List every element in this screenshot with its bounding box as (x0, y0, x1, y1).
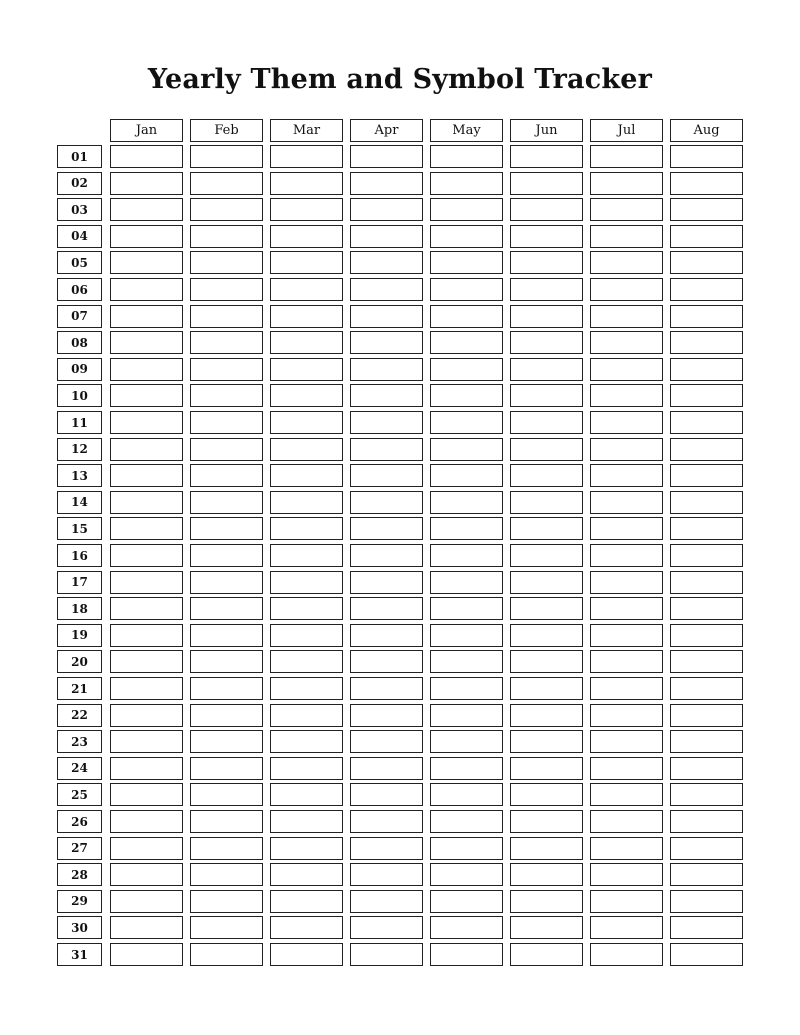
tracker-cell-may-05[interactable] (430, 251, 503, 274)
tracker-cell-aug-14[interactable] (670, 491, 743, 514)
tracker-cell-mar-08[interactable] (270, 331, 343, 354)
tracker-cell-jul-07[interactable] (590, 305, 663, 328)
tracker-cell-aug-12[interactable] (670, 438, 743, 461)
tracker-cell-mar-13[interactable] (270, 464, 343, 487)
month-header-mar: Mar (270, 119, 343, 142)
tracker-cell-may-22[interactable] (430, 704, 503, 727)
tracker-cell-feb-23[interactable] (190, 730, 263, 753)
tracker-cell-aug-06[interactable] (670, 278, 743, 301)
tracker-cell-may-29[interactable] (430, 890, 503, 913)
tracker-cell-mar-28[interactable] (270, 863, 343, 886)
tracker-cell-apr-11[interactable] (350, 411, 423, 434)
tracker-cell-jan-20[interactable] (110, 650, 183, 673)
tracker-cell-jul-18[interactable] (590, 597, 663, 620)
tracker-cell-may-25[interactable] (430, 783, 503, 806)
day-label-15: 15 (57, 517, 102, 540)
tracker-cell-aug-30[interactable] (670, 916, 743, 939)
tracker-cell-aug-28[interactable] (670, 863, 743, 886)
tracker-cell-may-10[interactable] (430, 384, 503, 407)
tracker-cell-jan-16[interactable] (110, 544, 183, 567)
tracker-cell-jul-14[interactable] (590, 491, 663, 514)
tracker-cell-aug-04[interactable] (670, 225, 743, 248)
tracker-cell-feb-15[interactable] (190, 517, 263, 540)
tracker-cell-jul-06[interactable] (590, 278, 663, 301)
tracker-cell-mar-30[interactable] (270, 916, 343, 939)
tracker-cell-jul-23[interactable] (590, 730, 663, 753)
tracker-cell-mar-04[interactable] (270, 225, 343, 248)
tracker-cell-mar-27[interactable] (270, 837, 343, 860)
day-label-09: 09 (57, 358, 102, 381)
tracker-cell-jul-26[interactable] (590, 810, 663, 833)
day-label-16: 16 (57, 544, 102, 567)
day-label-03: 03 (57, 198, 102, 221)
tracker-cell-feb-28[interactable] (190, 863, 263, 886)
month-header-jun: Jun (510, 119, 583, 142)
tracker-cell-may-31[interactable] (430, 943, 503, 966)
page-title: Yearly Them and Symbol Tracker (147, 64, 653, 95)
tracker-cell-apr-31[interactable] (350, 943, 423, 966)
tracker-cell-apr-06[interactable] (350, 278, 423, 301)
tracker-cell-apr-20[interactable] (350, 650, 423, 673)
day-label-18: 18 (57, 597, 102, 620)
tracker-cell-mar-20[interactable] (270, 650, 343, 673)
tracker-cell-mar-26[interactable] (270, 810, 343, 833)
tracker-cell-feb-05[interactable] (190, 251, 263, 274)
tracker-cell-aug-27[interactable] (670, 837, 743, 860)
tracker-cell-feb-30[interactable] (190, 916, 263, 939)
tracker-cell-jan-21[interactable] (110, 677, 183, 700)
tracker-cell-apr-26[interactable] (350, 810, 423, 833)
day-label-25: 25 (57, 783, 102, 806)
tracker-cell-jul-22[interactable] (590, 704, 663, 727)
month-header-apr: Apr (350, 119, 423, 142)
tracker-cell-jan-09[interactable] (110, 358, 183, 381)
tracker-cell-may-28[interactable] (430, 863, 503, 886)
tracker-cell-aug-15[interactable] (670, 517, 743, 540)
tracker-cell-apr-03[interactable] (350, 198, 423, 221)
tracker-cell-feb-10[interactable] (190, 384, 263, 407)
tracker-cell-jun-22[interactable] (510, 704, 583, 727)
tracker-cell-may-20[interactable] (430, 650, 503, 673)
day-label-17: 17 (57, 571, 102, 594)
tracker-cell-apr-18[interactable] (350, 597, 423, 620)
tracker-cell-feb-20[interactable] (190, 650, 263, 673)
tracker-cell-mar-05[interactable] (270, 251, 343, 274)
tracker-cell-aug-17[interactable] (670, 571, 743, 594)
tracker-cell-jun-28[interactable] (510, 863, 583, 886)
tracker-cell-feb-19[interactable] (190, 624, 263, 647)
tracker-cell-jun-29[interactable] (510, 890, 583, 913)
tracker-cell-mar-01[interactable] (270, 145, 343, 168)
day-label-14: 14 (57, 491, 102, 514)
tracker-cell-jan-19[interactable] (110, 624, 183, 647)
day-label-21: 21 (57, 677, 102, 700)
tracker-cell-may-09[interactable] (430, 358, 503, 381)
tracker-cell-may-26[interactable] (430, 810, 503, 833)
day-label-05: 05 (57, 251, 102, 274)
tracker-cell-jan-03[interactable] (110, 198, 183, 221)
tracker-cell-aug-08[interactable] (670, 331, 743, 354)
tracker-cell-mar-22[interactable] (270, 704, 343, 727)
tracker-cell-jan-01[interactable] (110, 145, 183, 168)
tracker-cell-may-02[interactable] (430, 172, 503, 195)
tracker-cell-apr-27[interactable] (350, 837, 423, 860)
tracker-cell-feb-22[interactable] (190, 704, 263, 727)
tracker-cell-may-13[interactable] (430, 464, 503, 487)
month-header-aug: Aug (670, 119, 743, 142)
tracker-cell-apr-08[interactable] (350, 331, 423, 354)
tracker-cell-jul-01[interactable] (590, 145, 663, 168)
tracker-cell-aug-10[interactable] (670, 384, 743, 407)
tracker-cell-aug-21[interactable] (670, 677, 743, 700)
tracker-cell-jan-02[interactable] (110, 172, 183, 195)
tracker-cell-jul-10[interactable] (590, 384, 663, 407)
tracker-cell-feb-13[interactable] (190, 464, 263, 487)
tracker-cell-feb-31[interactable] (190, 943, 263, 966)
tracker-cell-jan-14[interactable] (110, 491, 183, 514)
tracker-cell-jun-09[interactable] (510, 358, 583, 381)
tracker-cell-may-14[interactable] (430, 491, 503, 514)
tracker-cell-may-24[interactable] (430, 757, 503, 780)
tracker-cell-jun-18[interactable] (510, 597, 583, 620)
tracker-cell-apr-02[interactable] (350, 172, 423, 195)
tracker-cell-jun-24[interactable] (510, 757, 583, 780)
tracker-cell-jul-16[interactable] (590, 544, 663, 567)
tracker-cell-feb-26[interactable] (190, 810, 263, 833)
tracker-cell-jul-15[interactable] (590, 517, 663, 540)
tracker-cell-apr-23[interactable] (350, 730, 423, 753)
tracker-cell-may-27[interactable] (430, 837, 503, 860)
tracker-cell-feb-18[interactable] (190, 597, 263, 620)
tracker-cell-apr-17[interactable] (350, 571, 423, 594)
tracker-cell-mar-25[interactable] (270, 783, 343, 806)
tracker-cell-mar-15[interactable] (270, 517, 343, 540)
tracker-cell-jun-20[interactable] (510, 650, 583, 673)
tracker-cell-feb-14[interactable] (190, 491, 263, 514)
day-label-26: 26 (57, 810, 102, 833)
tracker-cell-jul-25[interactable] (590, 783, 663, 806)
tracker-cell-aug-22[interactable] (670, 704, 743, 727)
tracker-cell-jan-27[interactable] (110, 837, 183, 860)
tracker-cell-feb-08[interactable] (190, 331, 263, 354)
tracker-cell-jan-12[interactable] (110, 438, 183, 461)
tracker-cell-jul-12[interactable] (590, 438, 663, 461)
tracker-cell-aug-23[interactable] (670, 730, 743, 753)
tracker-cell-may-04[interactable] (430, 225, 503, 248)
tracker-cell-jan-15[interactable] (110, 517, 183, 540)
tracker-cell-jul-21[interactable] (590, 677, 663, 700)
tracker-cell-apr-22[interactable] (350, 704, 423, 727)
day-label-27: 27 (57, 837, 102, 860)
tracker-cell-feb-12[interactable] (190, 438, 263, 461)
tracker-cell-may-15[interactable] (430, 517, 503, 540)
month-header-jul: Jul (590, 119, 663, 142)
tracker-cell-aug-16[interactable] (670, 544, 743, 567)
tracker-cell-may-12[interactable] (430, 438, 503, 461)
tracker-cell-jan-31[interactable] (110, 943, 183, 966)
tracker-cell-apr-30[interactable] (350, 916, 423, 939)
tracker-cell-jun-14[interactable] (510, 491, 583, 514)
tracker-cell-jun-27[interactable] (510, 837, 583, 860)
tracker-cell-jan-13[interactable] (110, 464, 183, 487)
tracker-cell-may-19[interactable] (430, 624, 503, 647)
tracker-cell-jul-19[interactable] (590, 624, 663, 647)
tracker-cell-apr-28[interactable] (350, 863, 423, 886)
tracker-cell-aug-25[interactable] (670, 783, 743, 806)
tracker-cell-aug-05[interactable] (670, 251, 743, 274)
tracker-cell-jun-13[interactable] (510, 464, 583, 487)
tracker-cell-jul-28[interactable] (590, 863, 663, 886)
tracker-cell-mar-21[interactable] (270, 677, 343, 700)
tracker-cell-apr-12[interactable] (350, 438, 423, 461)
tracker-cell-mar-09[interactable] (270, 358, 343, 381)
tracker-cell-mar-31[interactable] (270, 943, 343, 966)
tracker-cell-aug-01[interactable] (670, 145, 743, 168)
tracker-cell-jun-12[interactable] (510, 438, 583, 461)
tracker-cell-jun-11[interactable] (510, 411, 583, 434)
tracker-cell-feb-07[interactable] (190, 305, 263, 328)
tracker-cell-mar-14[interactable] (270, 491, 343, 514)
tracker-cell-mar-18[interactable] (270, 597, 343, 620)
day-label-13: 13 (57, 464, 102, 487)
day-label-29: 29 (57, 890, 102, 913)
tracker-cell-jul-29[interactable] (590, 890, 663, 913)
tracker-cell-jul-02[interactable] (590, 172, 663, 195)
tracker-cell-jun-02[interactable] (510, 172, 583, 195)
day-label-06: 06 (57, 278, 102, 301)
tracker-cell-jun-21[interactable] (510, 677, 583, 700)
day-label-07: 07 (57, 305, 102, 328)
tracker-cell-jan-07[interactable] (110, 305, 183, 328)
tracker-cell-mar-10[interactable] (270, 384, 343, 407)
month-header-feb: Feb (190, 119, 263, 142)
tracker-cell-jun-08[interactable] (510, 331, 583, 354)
tracker-cell-jul-08[interactable] (590, 331, 663, 354)
tracker-cell-feb-17[interactable] (190, 571, 263, 594)
tracker-cell-apr-29[interactable] (350, 890, 423, 913)
tracker-cell-may-03[interactable] (430, 198, 503, 221)
tracker-cell-feb-02[interactable] (190, 172, 263, 195)
tracker-cell-may-21[interactable] (430, 677, 503, 700)
tracker-cell-jan-23[interactable] (110, 730, 183, 753)
tracker-cell-apr-04[interactable] (350, 225, 423, 248)
tracker-cell-may-18[interactable] (430, 597, 503, 620)
tracker-cell-aug-29[interactable] (670, 890, 743, 913)
tracker-cell-may-01[interactable] (430, 145, 503, 168)
month-header-jan: Jan (110, 119, 183, 142)
tracker-cell-jul-13[interactable] (590, 464, 663, 487)
tracker-cell-mar-12[interactable] (270, 438, 343, 461)
tracker-cell-apr-09[interactable] (350, 358, 423, 381)
tracker-cell-jan-06[interactable] (110, 278, 183, 301)
tracker-cell-apr-15[interactable] (350, 517, 423, 540)
tracker-cell-jan-25[interactable] (110, 783, 183, 806)
tracker-cell-mar-11[interactable] (270, 411, 343, 434)
tracker-cell-aug-07[interactable] (670, 305, 743, 328)
tracker-cell-jul-20[interactable] (590, 650, 663, 673)
tracker-cell-feb-04[interactable] (190, 225, 263, 248)
tracker-cell-jun-07[interactable] (510, 305, 583, 328)
tracker-cell-jul-30[interactable] (590, 916, 663, 939)
tracker-cell-jun-26[interactable] (510, 810, 583, 833)
tracker-cell-mar-03[interactable] (270, 198, 343, 221)
tracker-cell-jul-31[interactable] (590, 943, 663, 966)
tracker-cell-jun-10[interactable] (510, 384, 583, 407)
day-label-31: 31 (57, 943, 102, 966)
tracker-cell-jun-31[interactable] (510, 943, 583, 966)
tracker-cell-feb-06[interactable] (190, 278, 263, 301)
tracker-cell-may-11[interactable] (430, 411, 503, 434)
tracker-cell-aug-18[interactable] (670, 597, 743, 620)
tracker-cell-jan-10[interactable] (110, 384, 183, 407)
tracker-cell-jan-30[interactable] (110, 916, 183, 939)
tracker-cell-jan-05[interactable] (110, 251, 183, 274)
tracker-cell-mar-24[interactable] (270, 757, 343, 780)
tracker-cell-jun-23[interactable] (510, 730, 583, 753)
tracker-cell-jan-22[interactable] (110, 704, 183, 727)
tracker-cell-jan-28[interactable] (110, 863, 183, 886)
tracker-cell-jan-17[interactable] (110, 571, 183, 594)
tracker-cell-mar-07[interactable] (270, 305, 343, 328)
day-label-22: 22 (57, 704, 102, 727)
tracker-cell-aug-09[interactable] (670, 358, 743, 381)
tracker-cell-may-17[interactable] (430, 571, 503, 594)
tracker-cell-jun-16[interactable] (510, 544, 583, 567)
tracker-cell-apr-19[interactable] (350, 624, 423, 647)
tracker-cell-aug-20[interactable] (670, 650, 743, 673)
tracker-cell-jan-11[interactable] (110, 411, 183, 434)
tracker-cell-jan-26[interactable] (110, 810, 183, 833)
tracker-cell-jun-04[interactable] (510, 225, 583, 248)
tracker-cell-apr-16[interactable] (350, 544, 423, 567)
tracker-cell-apr-05[interactable] (350, 251, 423, 274)
tracker-cell-jun-25[interactable] (510, 783, 583, 806)
tracker-cell-mar-29[interactable] (270, 890, 343, 913)
tracker-cell-feb-16[interactable] (190, 544, 263, 567)
tracker-cell-feb-25[interactable] (190, 783, 263, 806)
tracker-cell-apr-21[interactable] (350, 677, 423, 700)
tracker-cell-aug-11[interactable] (670, 411, 743, 434)
tracker-cell-apr-25[interactable] (350, 783, 423, 806)
tracker-cell-feb-03[interactable] (190, 198, 263, 221)
tracker-cell-jun-17[interactable] (510, 571, 583, 594)
tracker-cell-mar-23[interactable] (270, 730, 343, 753)
tracker-cell-jun-15[interactable] (510, 517, 583, 540)
tracker-cell-jul-27[interactable] (590, 837, 663, 860)
tracker-cell-feb-11[interactable] (190, 411, 263, 434)
tracker-cell-feb-21[interactable] (190, 677, 263, 700)
tracker-cell-jun-05[interactable] (510, 251, 583, 274)
day-label-04: 04 (57, 225, 102, 248)
tracker-cell-aug-02[interactable] (670, 172, 743, 195)
tracker-cell-jun-01[interactable] (510, 145, 583, 168)
month-header-may: May (430, 119, 503, 142)
day-label-30: 30 (57, 916, 102, 939)
tracker-cell-jul-05[interactable] (590, 251, 663, 274)
tracker-cell-jul-11[interactable] (590, 411, 663, 434)
tracker-cell-may-08[interactable] (430, 331, 503, 354)
tracker-cell-jan-04[interactable] (110, 225, 183, 248)
tracker-cell-may-23[interactable] (430, 730, 503, 753)
tracker-cell-apr-24[interactable] (350, 757, 423, 780)
tracker-cell-apr-07[interactable] (350, 305, 423, 328)
day-label-08: 08 (57, 331, 102, 354)
tracker-cell-aug-19[interactable] (670, 624, 743, 647)
tracker-cell-jun-03[interactable] (510, 198, 583, 221)
day-label-10: 10 (57, 384, 102, 407)
tracker-cell-jul-24[interactable] (590, 757, 663, 780)
tracker-cell-feb-09[interactable] (190, 358, 263, 381)
tracker-cell-feb-27[interactable] (190, 837, 263, 860)
tracker-cell-aug-13[interactable] (670, 464, 743, 487)
tracker-cell-jun-19[interactable] (510, 624, 583, 647)
tracker-cell-feb-01[interactable] (190, 145, 263, 168)
tracker-cell-aug-24[interactable] (670, 757, 743, 780)
tracker-cell-aug-26[interactable] (670, 810, 743, 833)
tracker-cell-may-06[interactable] (430, 278, 503, 301)
tracker-cell-mar-17[interactable] (270, 571, 343, 594)
day-label-28: 28 (57, 863, 102, 886)
tracker-cell-apr-01[interactable] (350, 145, 423, 168)
tracker-cell-jan-08[interactable] (110, 331, 183, 354)
tracker-cell-mar-06[interactable] (270, 278, 343, 301)
day-label-01: 01 (57, 145, 102, 168)
day-label-11: 11 (57, 411, 102, 434)
tracker-cell-mar-16[interactable] (270, 544, 343, 567)
tracker-cell-mar-02[interactable] (270, 172, 343, 195)
tracker-cell-aug-03[interactable] (670, 198, 743, 221)
tracker-cell-jul-09[interactable] (590, 358, 663, 381)
tracker-cell-jul-17[interactable] (590, 571, 663, 594)
tracker-cell-mar-19[interactable] (270, 624, 343, 647)
tracker-cell-may-30[interactable] (430, 916, 503, 939)
tracker-cell-may-07[interactable] (430, 305, 503, 328)
tracker-cell-jun-06[interactable] (510, 278, 583, 301)
day-label-24: 24 (57, 757, 102, 780)
tracker-cell-jun-30[interactable] (510, 916, 583, 939)
day-label-20: 20 (57, 650, 102, 673)
tracker-cell-aug-31[interactable] (670, 943, 743, 966)
tracker-cell-jan-18[interactable] (110, 597, 183, 620)
tracker-cell-jul-03[interactable] (590, 198, 663, 221)
day-label-23: 23 (57, 730, 102, 753)
tracker-cell-jan-29[interactable] (110, 890, 183, 913)
tracker-cell-feb-24[interactable] (190, 757, 263, 780)
tracker-cell-feb-29[interactable] (190, 890, 263, 913)
day-label-19: 19 (57, 624, 102, 647)
tracker-cell-apr-10[interactable] (350, 384, 423, 407)
tracker-cell-apr-14[interactable] (350, 491, 423, 514)
day-label-02: 02 (57, 172, 102, 195)
tracker-cell-jan-24[interactable] (110, 757, 183, 780)
tracker-cell-apr-13[interactable] (350, 464, 423, 487)
tracker-cell-may-16[interactable] (430, 544, 503, 567)
day-label-12: 12 (57, 438, 102, 461)
tracker-cell-jul-04[interactable] (590, 225, 663, 248)
